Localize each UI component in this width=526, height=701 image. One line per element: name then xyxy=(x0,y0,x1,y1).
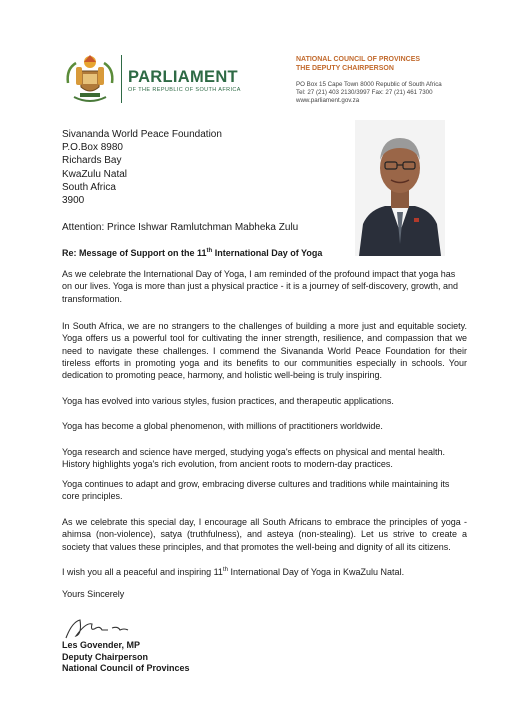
signatory-title: Deputy Chairperson xyxy=(62,651,149,662)
subject-line xyxy=(62,248,322,258)
signature xyxy=(62,612,152,642)
address-line: South Africa xyxy=(62,181,116,193)
office-block xyxy=(296,55,442,105)
portrait-photo xyxy=(355,120,445,256)
paragraph-8 xyxy=(62,564,467,578)
subject-prefix: Re: Message of Support on the 11 xyxy=(62,248,207,258)
paragraph-8-suffix: International Day of Yoga in KwaZulu Natal. xyxy=(227,567,405,577)
paragraph-8-ordinal: th xyxy=(222,567,228,573)
paragraph-1: As we celebrate the International Day of Yoga, I am reminded of the profound impact that yoga has on our lives. Yoga is more than just a physical practice - it is a journey of self-discovery, growth, and transformation. xyxy=(62,269,459,304)
signatory-block xyxy=(62,640,190,675)
address-line: KwaZulu Natal xyxy=(62,168,128,180)
signatory-name: Les Govender, MP xyxy=(62,640,141,650)
office-website: www.parliament.gov.za xyxy=(296,97,360,104)
address-line: Sivananda World Peace Foundation xyxy=(62,129,222,140)
brand-block xyxy=(128,68,241,93)
coat-of-arms-logo xyxy=(62,53,118,105)
paragraph-2: In South Africa, we are no strangers to the challenges of building a more just and equitable society. Yoga offers us a powerful tool for cultivating the inner strength, resilience, and compassion that we need to navigate these challenges. I commend the Sivananda World Peace Foundation for their tireless efforts in promoting yoga and its benefits to our communities especially in schools. Your dedication to promoting peace, harmony, and holistic well-being is truly inspiring. xyxy=(62,321,467,381)
office-phones: Tel: 27 (21) 403 2130/3997 Fax: 27 (21) 461 7300 xyxy=(296,89,433,96)
paragraph-3: Yoga has evolved into various styles, fusion practices, and therapeutic applications. xyxy=(62,396,394,406)
brand-subtitle: OF THE REPUBLIC OF SOUTH AFRICA xyxy=(128,87,241,93)
paragraph-4: Yoga has become a global phenomenon, with millions of practitioners worldwide. xyxy=(62,421,383,431)
letterhead-divider xyxy=(121,55,122,103)
attention-line: Attention: Prince Ishwar Ramlutchman Mabheka Zulu xyxy=(62,222,299,233)
paragraph-8-prefix: I wish you all a peaceful and inspiring 11 xyxy=(62,567,223,577)
paragraph-5: Yoga research and science have merged, studying yoga's effects on physical and mental health. History highlights yoga's rich evolution, from ancient roots to modern-day practices. xyxy=(62,447,445,470)
address-line: P.O.Box 8980 xyxy=(62,142,123,154)
brand-title: PARLIAMENT xyxy=(128,68,238,86)
address-line: Richards Bay xyxy=(62,155,122,167)
office-title: THE DEPUTY CHAIRPERSON xyxy=(296,65,394,72)
paragraph-7: As we celebrate this special day, I encourage all South Africans to embrace the principles of yoga - ahimsa (non-violence), satya (truthfulness), and asteya (non-stealing). Let us strive to create a society that values these principles, and that promotes the well-being and dignity of all its citizens. xyxy=(62,517,467,552)
office-address: PO Box 15 Cape Town 8000 Republic of South Africa xyxy=(296,81,442,88)
signatory-organisation: National Council of Provinces xyxy=(62,663,190,674)
paragraph-6: Yoga continues to adapt and grow, embracing diverse cultures and traditions while maintaining its core principles. xyxy=(62,479,450,502)
subject-suffix: International Day of Yoga xyxy=(212,248,323,258)
closing-salutation: Yours Sincerely xyxy=(62,589,125,599)
address-line: 3900 xyxy=(62,195,85,207)
subject-ordinal: th xyxy=(206,248,213,254)
recipient-address xyxy=(62,128,222,207)
office-name: NATIONAL COUNCIL OF PROVINCES xyxy=(296,56,421,63)
